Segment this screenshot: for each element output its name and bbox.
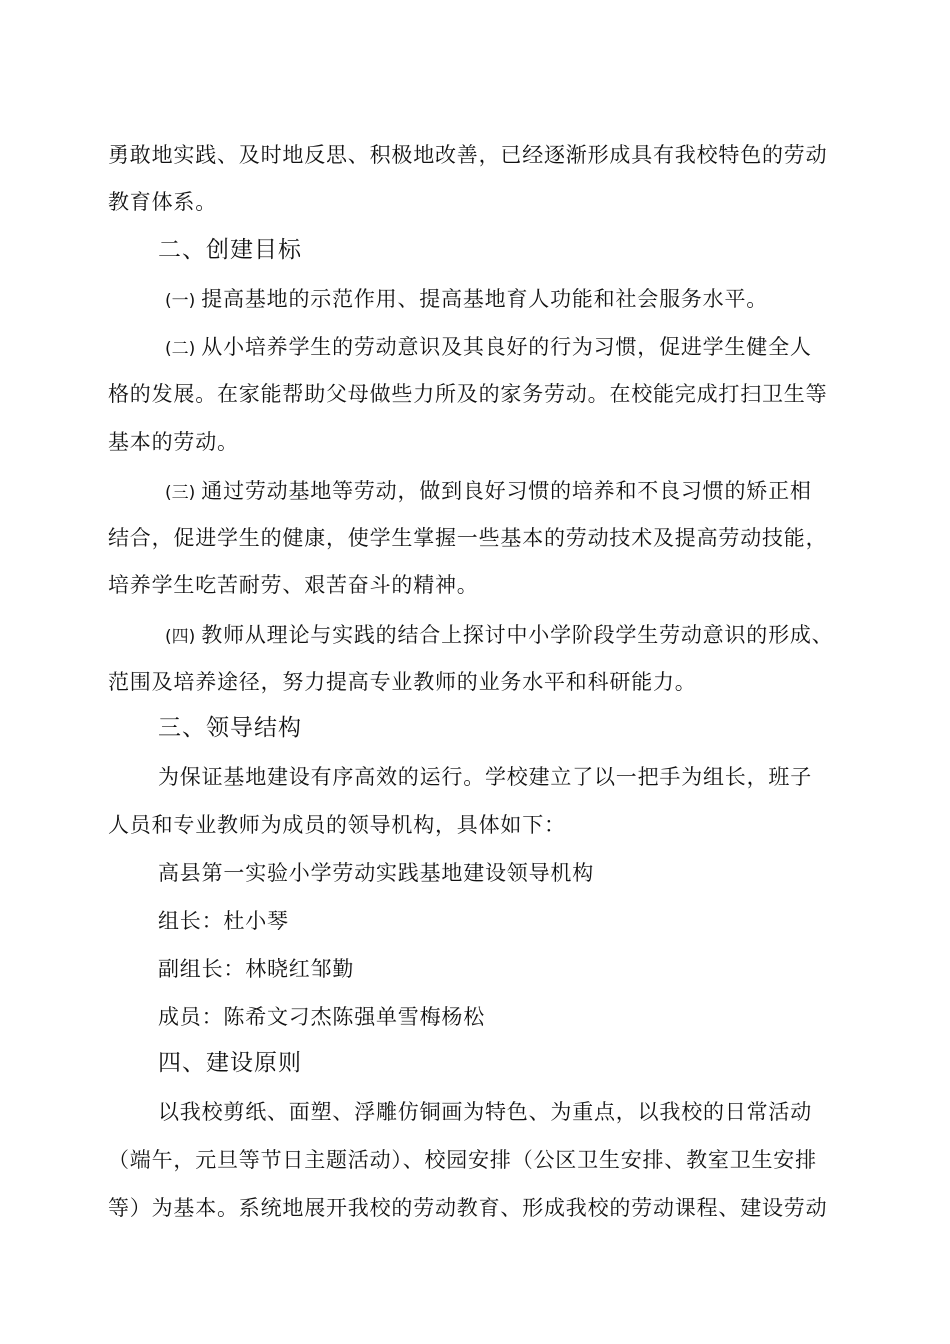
section-heading: 四、建设原则 [158, 1050, 302, 1076]
body-text-line: （端午，元旦等节日主题活动）、校园安排（公区卫生安排、教室卫生安排 [108, 1148, 817, 1172]
body-text-line: 等）为基本。系统地展开我校的劳动教育、形成我校的劳动课程、建设劳动 [108, 1196, 828, 1220]
list-item-first-line [165, 620, 833, 652]
body-text-line: 教育体系。 [108, 190, 217, 214]
body-text-line: 基本的劳动。 [108, 430, 239, 454]
body-text-line: 为保证基地建设有序高效的运行。学校建立了以一把手为组长，班子 [158, 765, 812, 789]
body-text-line: 范围及培养途径，努力提高专业教师的业务水平和科研能力。 [108, 670, 697, 694]
body-text-line: 格的发展。在家能帮助父母做些力所及的家务劳动。在校能完成打扫卫生等 [108, 382, 828, 406]
list-item-first-line [165, 332, 812, 364]
org-leader: 组长：杜小琴 [158, 909, 289, 933]
list-item-text: 从小培养学生的劳动意识及其良好的行为习惯，促进学生健全人 [201, 335, 812, 359]
body-text-line: 结合，促进学生的健康，使学生掌握一些基本的劳动技术及提高劳动技能， [108, 526, 828, 550]
body-text-line: 以我校剪纸、面塑、浮雕仿铜画为特色、为重点，以我校的日常活动 [158, 1100, 812, 1124]
body-text-line: 培养学生吃苦耐劳、艰苦奋斗的精神。 [108, 573, 479, 597]
body-text-line: 勇敢地实践、及时地反思、积极地改善，已经逐渐形成具有我校特色的劳动 [108, 143, 828, 167]
list-item-first-line [165, 476, 812, 508]
list-item-number: (三) [165, 483, 196, 503]
list-item-first-line [165, 284, 768, 316]
list-item-number: (一) [165, 291, 196, 311]
list-item-number: (二) [165, 339, 196, 359]
section-heading: 二、创建目标 [158, 237, 302, 263]
org-title: 高县第一实验小学劳动实践基地建设领导机构 [158, 861, 594, 885]
section-heading: 三、领导结构 [158, 715, 302, 741]
org-members: 成员：陈希文刁杰陈强单雪梅杨松 [158, 1005, 485, 1029]
list-item-text: 教师从理论与实践的结合上探讨中小学阶段学生劳动意识的形成、 [201, 623, 834, 647]
body-text-line: 人员和专业教师为成员的领导机构，具体如下： [108, 813, 566, 837]
list-item-text: 通过劳动基地等劳动，做到良好习惯的培养和不良习惯的矫正相 [201, 479, 812, 503]
list-item-number: (四) [165, 627, 196, 647]
list-item-text: 提高基地的示范作用、提高基地育人功能和社会服务水平。 [201, 287, 769, 311]
org-deputy: 副组长：林晓红邹勤 [158, 957, 355, 981]
